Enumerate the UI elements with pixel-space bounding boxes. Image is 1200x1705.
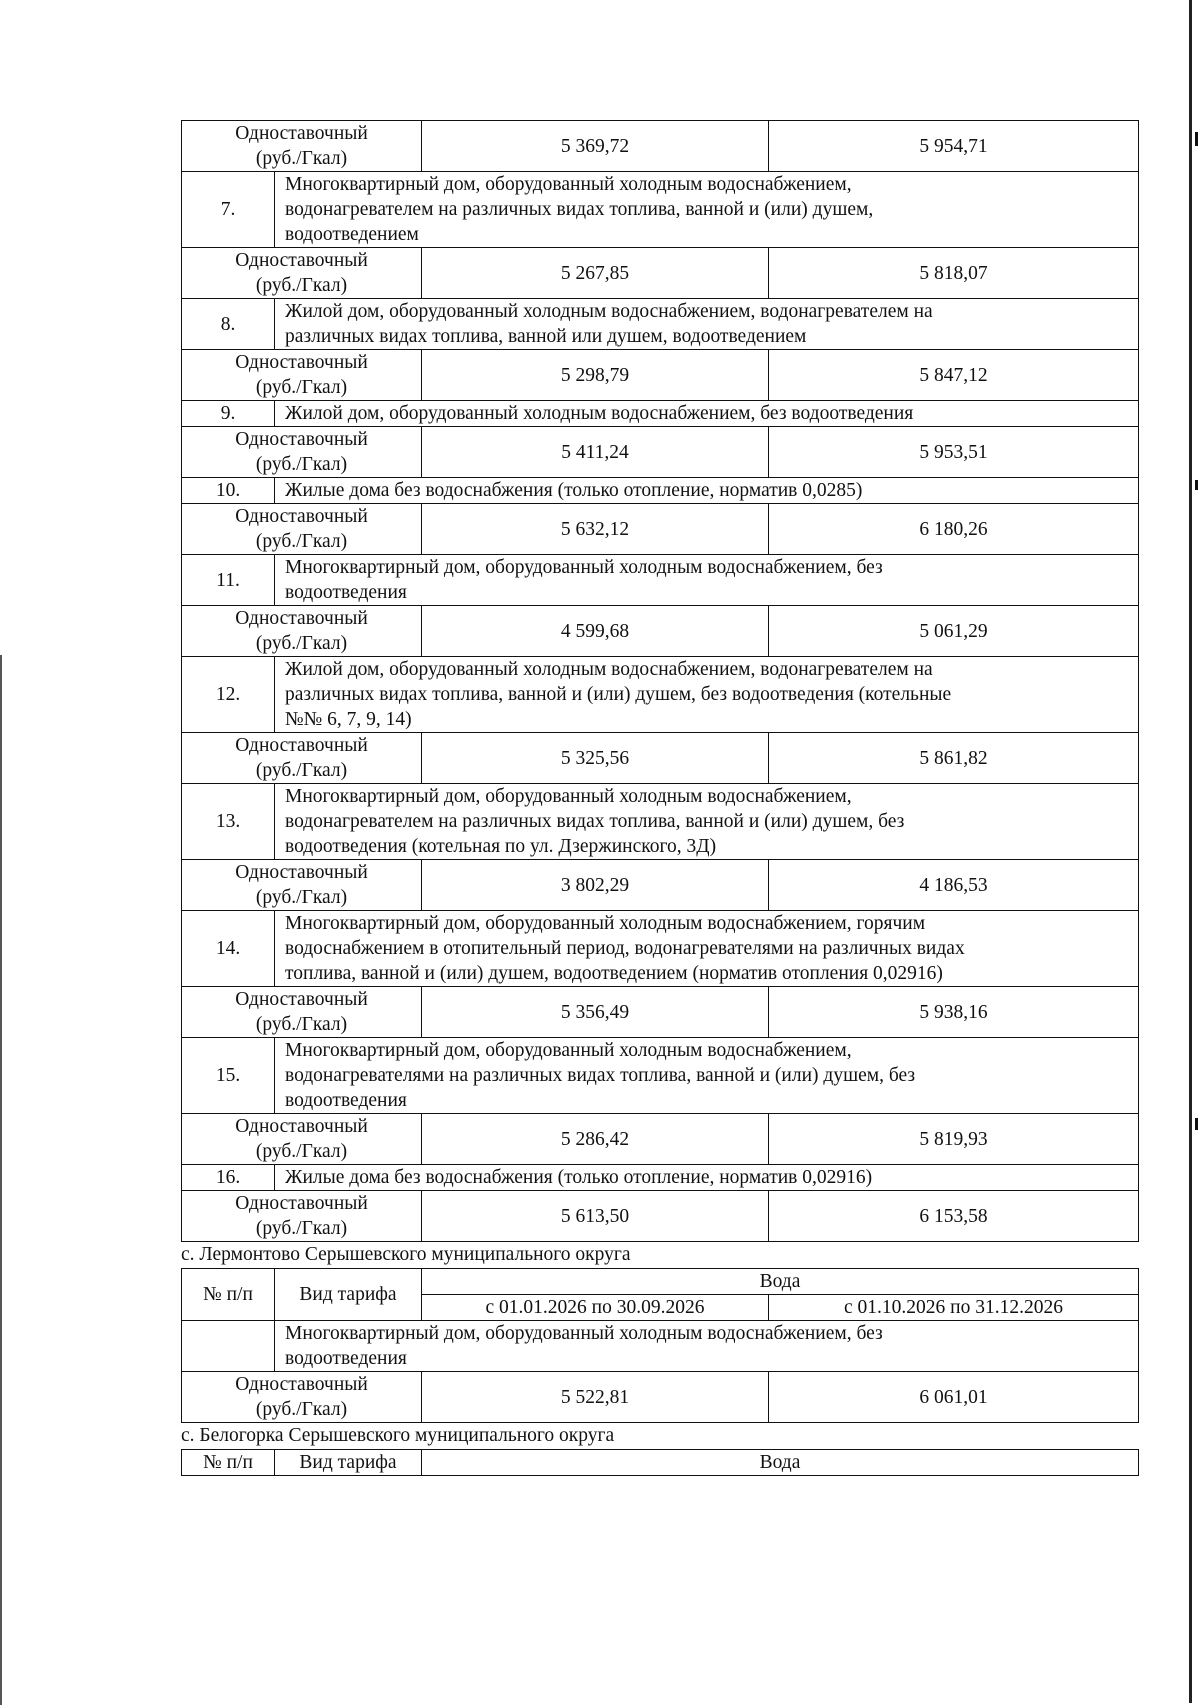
category-num: 9. [182,401,275,427]
category-row [182,401,1139,427]
tariff-value-period1: 5 298,79 [422,350,769,401]
tariff-row [182,1114,1139,1165]
tariff-table-lermontovo [181,1268,1139,1423]
category-desc [275,172,1139,248]
section-title-lermontovo: с. Лермонтово Серышевского муниципального округа [181,1244,631,1265]
tariff-type-label: Одноставочный (руб./Гкал) [235,1374,368,1420]
tariff-value-period1: 5 411,24 [422,427,769,478]
tariff-value-period2: 5 061,29 [769,606,1139,657]
tariff-value-period2: 5 861,82 [769,733,1139,784]
scan-mark [1195,1118,1198,1130]
category-desc-text: Многоквартирный дом, оборудованный холодным водоснабжением, без водоотведения [285,557,883,603]
category-desc [275,478,1139,504]
tariff-value-period2: 6 180,26 [769,504,1139,555]
tariff-value-period1: 5 522,81 [422,1372,769,1423]
category-desc [275,1038,1139,1114]
tariff-value-period1: 5 632,12 [422,504,769,555]
category-row [182,1321,1139,1372]
category-desc [275,299,1139,350]
tariff-type-cell [182,504,422,555]
category-desc [275,784,1139,860]
category-row [182,299,1139,350]
tariff-type-label: Одноставочный (руб./Гкал) [235,250,368,296]
scan-edge-left [0,655,2,1705]
category-row [182,911,1139,987]
category-row [182,1165,1139,1191]
tariff-type-cell [182,606,422,657]
header-period1: с 01.01.2026 по 30.09.2026 [422,1295,769,1321]
category-num: 10. [182,478,275,504]
category-num: 7. [182,172,275,248]
category-desc [275,1321,1139,1372]
tariff-value-period2: 5 954,71 [769,121,1139,172]
tariff-row [182,987,1139,1038]
tariff-type-cell [182,427,422,478]
category-desc-text: Жилой дом, оборудованный холодным водоснабжением, без водоотведения [285,403,914,424]
header-num: № п/п [182,1450,275,1476]
category-num: 16. [182,1165,275,1191]
tariff-type-label: Одноставочный (руб./Гкал) [235,862,368,908]
category-desc [275,401,1139,427]
tariff-type-cell [182,860,422,911]
tariff-type-label: Одноставочный (руб./Гкал) [235,608,368,654]
header-tariff-type: Вид тарифа [275,1269,422,1321]
tariff-value-period2: 6 153,58 [769,1191,1139,1242]
tariff-type-cell [182,1372,422,1423]
tariff-type-label: Одноставочный (руб./Гкал) [235,429,368,475]
category-desc-text: Жилой дом, оборудованный холодным водоснабжением, водонагревателем на различных видах топлива, ванной и (или) душем, без водоотведения (котельные №№ 6, 7, 9, 14) [285,659,952,730]
category-desc-text: Жилые дома без водоснабжения (только отопление, норматив 0,0285) [285,480,863,501]
category-desc [275,657,1139,733]
category-num: 14. [182,911,275,987]
category-row [182,478,1139,504]
category-desc-text: Многоквартирный дом, оборудованный холодным водоснабжением, без водоотведения [285,1323,883,1369]
category-num [182,1321,275,1372]
header-row [182,1450,1139,1476]
category-row [182,784,1139,860]
tariff-value-period1: 4 599,68 [422,606,769,657]
tariff-value-period2: 5 847,12 [769,350,1139,401]
category-num: 12. [182,657,275,733]
tariff-row [182,427,1139,478]
tariff-value-period2: 5 938,16 [769,987,1139,1038]
tariff-type-label: Одноставочный (руб./Гкал) [235,1116,368,1162]
section-title-belogorka: с. Белогорка Серышевского муниципального округа [181,1425,615,1446]
scan-mark [1195,132,1198,146]
tariff-value-period1: 5 267,85 [422,248,769,299]
category-num: 11. [182,555,275,606]
document-page [181,120,1138,1476]
tariff-type-cell [182,350,422,401]
category-desc-text: Жилые дома без водоснабжения (только отопление, норматив 0,02916) [285,1167,873,1188]
category-num: 15. [182,1038,275,1114]
tariff-type-label: Одноставочный (руб./Гкал) [235,123,368,169]
tariff-value-period1: 5 613,50 [422,1191,769,1242]
tariff-value-period2: 6 061,01 [769,1372,1139,1423]
tariff-type-cell [182,121,422,172]
category-row [182,555,1139,606]
tariff-row [182,860,1139,911]
tariff-type-cell [182,248,422,299]
tariff-type-label: Одноставочный (руб./Гкал) [235,989,368,1035]
tariff-table-main [181,120,1139,1242]
header-period2: с 01.10.2026 по 31.12.2026 [769,1295,1139,1321]
header-tariff-type: Вид тарифа [275,1450,422,1476]
tariff-value-period1: 3 802,29 [422,860,769,911]
category-row [182,657,1139,733]
category-desc-text: Многоквартирный дом, оборудованный холодным водоснабжением, горячим водоснабжением в отопительный период, водонагревателями на различных видах топлива, ванной и (или) душем, водоотведением (норматив отопления 0,02916) [285,913,965,984]
category-row [182,1038,1139,1114]
tariff-row [182,121,1139,172]
tariff-value-period2: 5 819,93 [769,1114,1139,1165]
header-water: Вода [422,1269,1139,1295]
scan-edge-right [1189,0,1192,1703]
tariff-row [182,504,1139,555]
tariff-value-period2: 5 818,07 [769,248,1139,299]
tariff-value-period1: 5 286,42 [422,1114,769,1165]
tariff-row [182,606,1139,657]
tariff-type-cell [182,1191,422,1242]
tariff-type-cell [182,733,422,784]
tariff-value-period2: 5 953,51 [769,427,1139,478]
tariff-type-label: Одноставочный (руб./Гкал) [235,506,368,552]
tariff-type-cell [182,987,422,1038]
tariff-row [182,733,1139,784]
category-num: 8. [182,299,275,350]
tariff-value-period1: 5 356,49 [422,987,769,1038]
tariff-value-period1: 5 369,72 [422,121,769,172]
tariff-value-period1: 5 325,56 [422,733,769,784]
tariff-type-label: Одноставочный (руб./Гкал) [235,735,368,781]
scan-mark [1195,480,1198,490]
tariff-type-label: Одноставочный (руб./Гкал) [235,352,368,398]
category-row [182,172,1139,248]
category-desc [275,1165,1139,1191]
header-num: № п/п [182,1269,275,1321]
tariff-value-period2: 4 186,53 [769,860,1139,911]
category-desc-text: Многоквартирный дом, оборудованный холодным водоснабжением, водонагревателем на различных видах топлива, ванной и (или) душем, без водоотведения (котельная по ул. Дзержинского, 3Д) [285,786,905,857]
category-desc-text: Многоквартирный дом, оборудованный холодным водоснабжением, водонагревателем на различных видах топлива, ванной и (или) душем, водоотведением [285,174,874,245]
category-desc-text: Жилой дом, оборудованный холодным водоснабжением, водонагревателем на различных видах топлива, ванной или душем, водоотведением [285,301,933,347]
category-desc [275,911,1139,987]
tariff-type-cell [182,1114,422,1165]
tariff-row [182,1191,1139,1242]
category-desc [275,555,1139,606]
header-water: Вода [422,1450,1139,1476]
tariff-row [182,350,1139,401]
tariff-row [182,248,1139,299]
tariff-type-label: Одноставочный (руб./Гкал) [235,1193,368,1239]
header-row [182,1269,1139,1295]
tariff-row [182,1372,1139,1423]
category-desc-text: Многоквартирный дом, оборудованный холодным водоснабжением, водонагревателями на различных видах топлива, ванной и (или) душем, без водоотведения [285,1040,916,1111]
tariff-table-belogorka [181,1449,1139,1476]
category-num: 13. [182,784,275,860]
